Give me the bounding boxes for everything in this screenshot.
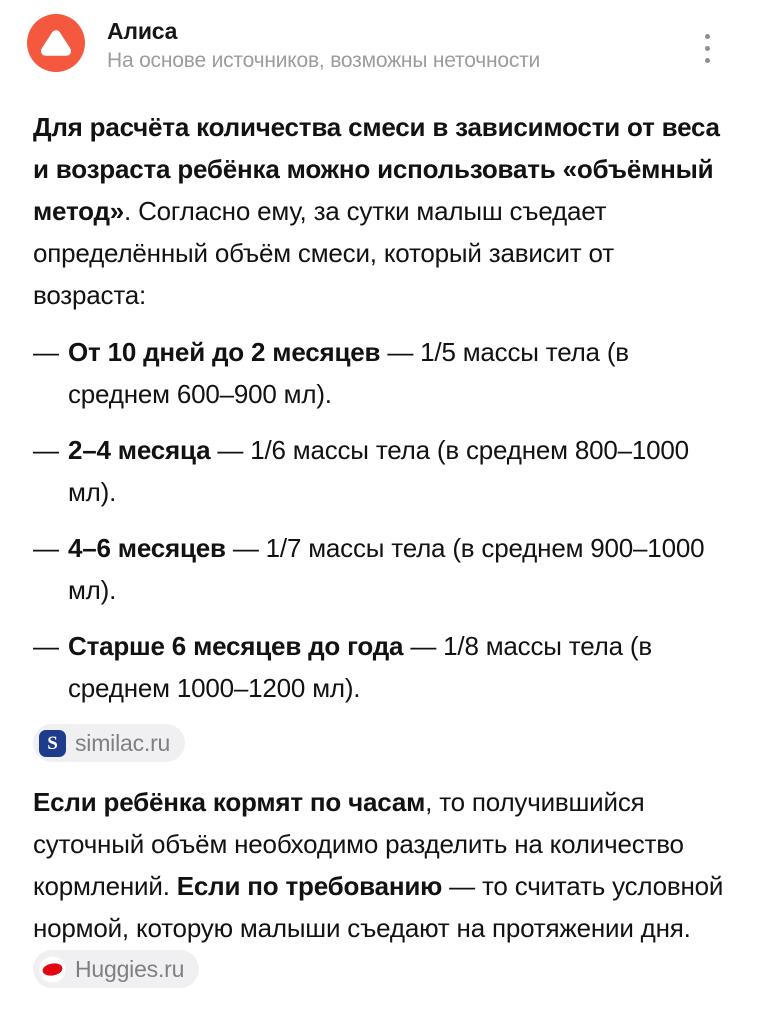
list-item-desc: — 1/5 массы тела (в среднем 600–900 мл). xyxy=(68,337,629,409)
kebab-dot xyxy=(705,46,710,51)
list-bullet: — xyxy=(33,631,59,661)
header xyxy=(27,14,724,74)
list-item xyxy=(33,625,724,709)
alice-answer-card xyxy=(0,14,757,991)
intro-bold-text: Для расчёта количества смеси в зависимости от веса и возраста ребёнка можно использовать «объёмный метод» xyxy=(33,112,720,226)
list-item-desc: — 1/8 массы тела (в среднем 1000–1200 мл). xyxy=(68,631,652,703)
similac-icon-letter: S xyxy=(47,732,58,754)
outro-regular-text-1: , то получившийся суточный объём необходимо разделить на количество кормлений. xyxy=(33,787,684,901)
list-item-text xyxy=(68,527,724,611)
list-item-term: Старше 6 месяцев до года xyxy=(68,631,404,661)
list-bullet: — xyxy=(33,533,59,563)
list-item-text xyxy=(68,625,724,709)
feeding-paragraph xyxy=(33,781,724,991)
similac-icon xyxy=(39,730,66,757)
list-item-desc: — 1/7 массы тела (в среднем 900–1000 мл). xyxy=(68,533,705,605)
list-item-desc: — 1/6 массы тела (в среднем 800–1000 мл). xyxy=(68,435,689,507)
alice-logo-icon xyxy=(27,14,85,72)
kebab-dot xyxy=(705,34,710,39)
source-chip-label: similac.ru xyxy=(75,729,171,756)
assistant-name: Алиса xyxy=(107,18,178,44)
outro-bold-text-1: Если ребёнка кормят по часам xyxy=(33,787,426,817)
list-item-term: От 10 дней до 2 месяцев xyxy=(68,337,381,367)
list-item-term: 2–4 месяца xyxy=(68,435,211,465)
list-bullet: — xyxy=(33,435,59,465)
alice-avatar xyxy=(27,14,85,72)
disclaimer-text: На основе источников, возможны неточности xyxy=(107,49,541,72)
outro-regular-text-2: — то считать условной нормой, которую малыши съедают на протяжении дня. xyxy=(33,871,724,943)
list-bullet: — xyxy=(33,337,59,367)
source-chip-label: Huggies.ru xyxy=(75,955,185,982)
kebab-dot xyxy=(705,58,710,63)
list-item xyxy=(33,527,724,611)
list-item-text xyxy=(68,331,724,415)
kebab-menu-button[interactable] xyxy=(699,32,716,65)
source-chip-row xyxy=(33,724,724,762)
intro-regular-text: . Согласно ему, за сутки малыш съедает определённый объём смеси, который зависит от возраста: xyxy=(33,196,614,310)
source-chip-similac[interactable] xyxy=(33,724,185,762)
list-item xyxy=(33,429,724,513)
source-chip-huggies[interactable] xyxy=(33,950,199,988)
list-item xyxy=(33,331,724,415)
intro-paragraph xyxy=(33,106,724,316)
age-volume-list xyxy=(33,331,724,709)
huggies-icon xyxy=(39,956,66,983)
huggies-oval-icon xyxy=(42,962,63,977)
list-item-term: 4–6 месяцев xyxy=(68,533,226,563)
list-item-text xyxy=(68,429,724,513)
outro-bold-text-2: Если по требованию xyxy=(176,871,443,901)
header-text xyxy=(107,14,540,74)
